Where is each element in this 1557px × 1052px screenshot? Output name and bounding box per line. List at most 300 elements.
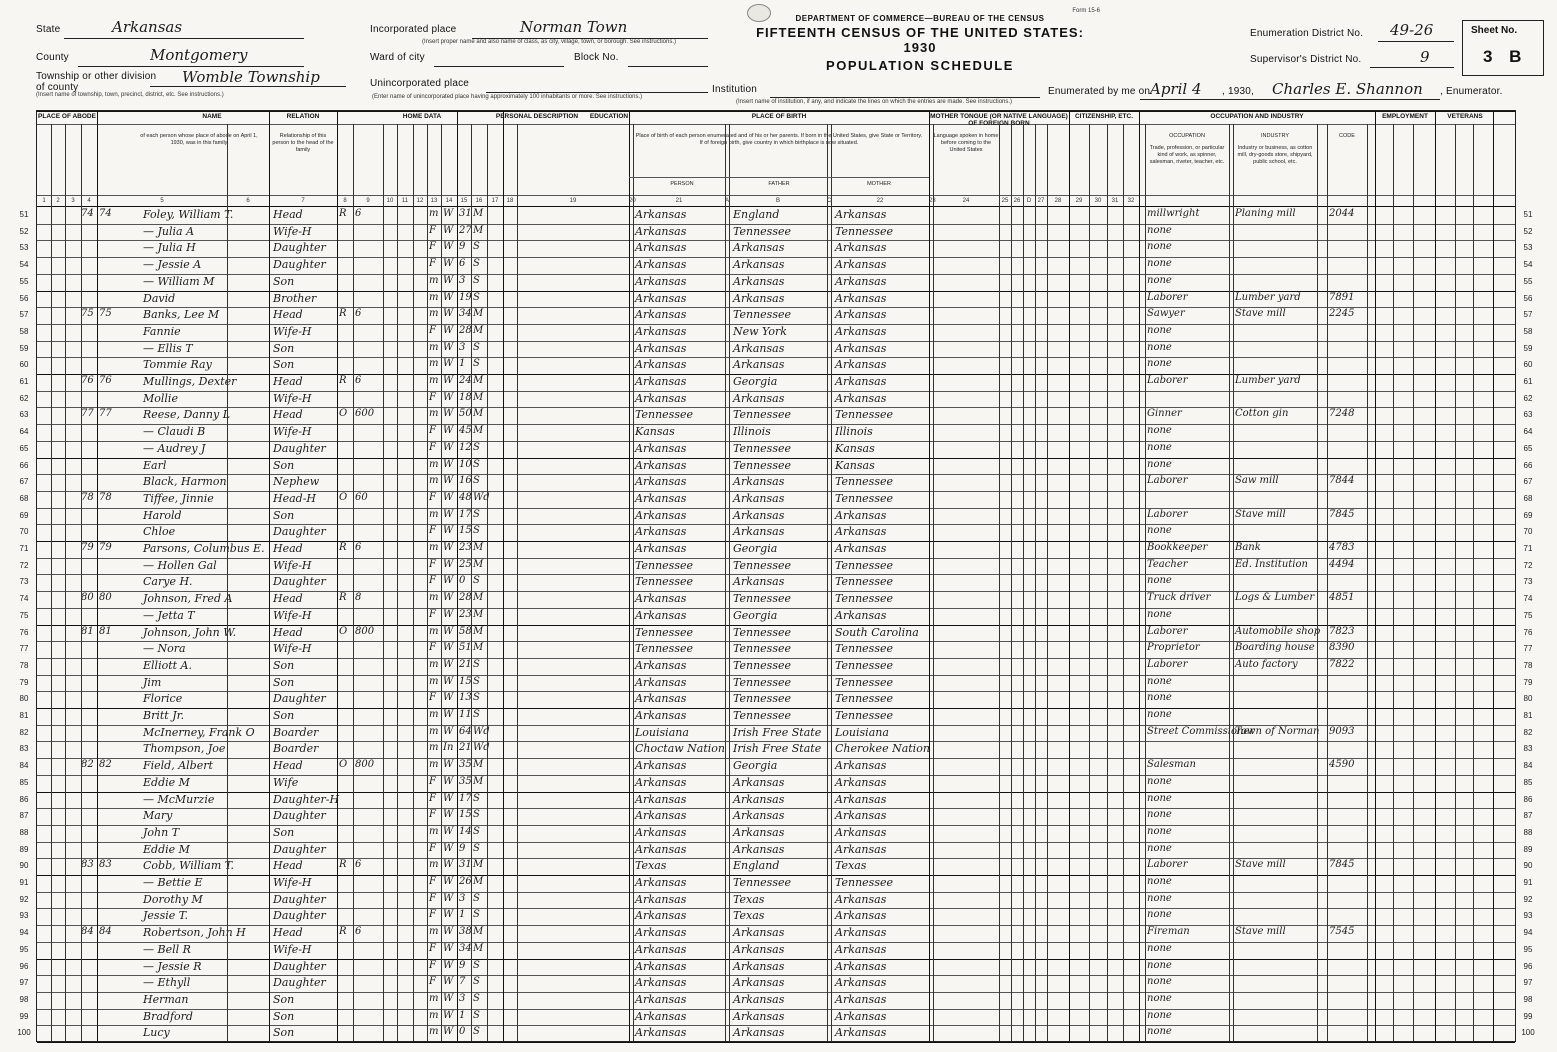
row-age-cell: 14 [459, 825, 472, 837]
row-fob-cell: Tennessee [733, 441, 791, 455]
row-name-cell: Carye H. [143, 575, 193, 589]
row-mob-cell: Tennessee [835, 224, 893, 238]
unincorporated-label: Unincorporated place [370, 78, 470, 89]
line-number: 78 [19, 660, 29, 670]
column-number: 18 [506, 198, 514, 204]
row-race-cell: W [443, 926, 454, 938]
enumeration-district-value: 49-26 [1390, 21, 1434, 39]
row-name-cell: — Hollen Gal [143, 558, 217, 572]
row-sex-cell: F [429, 842, 436, 854]
row-race-cell: W [443, 692, 454, 704]
row-value-cell: 600 [355, 408, 375, 420]
title-block [740, 8, 1100, 73]
row-sex-cell: m [429, 725, 439, 737]
row-fob-cell: Arkansas [733, 842, 785, 856]
row-rel-cell: Daughter [273, 976, 326, 990]
row-mar-cell: M [473, 408, 484, 420]
line-number: 62 [19, 393, 29, 403]
row-code-cell: 2044 [1329, 208, 1355, 219]
line-number: 90 [19, 861, 29, 871]
row-occ-cell: none [1147, 1009, 1172, 1021]
row-age-cell: 27 [459, 224, 472, 236]
group-veterans: VETERANS [1447, 113, 1483, 120]
column-number: 6 [246, 198, 250, 204]
row-pob-cell: Arkansas [635, 842, 687, 856]
row-name-cell: Harold [143, 508, 182, 522]
row-fam-cell: 83 [99, 859, 112, 871]
row-occ-cell: Bookkeeper [1147, 542, 1208, 553]
row-rel-cell: Head-H [273, 491, 317, 505]
row-race-cell: W [443, 491, 454, 503]
row-occ-cell: none [1147, 441, 1172, 453]
row-pob-cell: Arkansas [635, 1026, 687, 1040]
row-name-cell: Johnson, John W. [143, 625, 237, 639]
row-name-cell: — Claudi B [143, 425, 206, 439]
industry-column-desc: Industry or business, as cotton mill, dry-goods store, shipyard, public school, etc. [1237, 145, 1313, 165]
row-occ-cell: none [1147, 709, 1172, 720]
row-sex-cell: m [429, 859, 439, 871]
row-name-cell: — Ethyll [143, 976, 191, 990]
row-fob-cell: Tennessee [733, 224, 791, 238]
row-mar-cell: S [473, 692, 480, 704]
row-dw-cell: 75 [81, 308, 94, 320]
row-pob-cell: Arkansas [635, 775, 687, 789]
line-number: 79 [1523, 677, 1533, 687]
row-rel-cell: Daughter [273, 909, 326, 923]
row-sex-cell: F [429, 575, 436, 587]
row-occ-cell: none [1147, 258, 1172, 270]
row-age-cell: 0 [459, 575, 466, 587]
row-pob-cell: Arkansas [635, 324, 687, 338]
row-occ-cell: none [1147, 675, 1172, 687]
row-mob-cell: Texas [835, 859, 867, 873]
row-value-cell: 6 [355, 308, 362, 320]
row-ind-cell: Ed. Institution [1235, 558, 1308, 570]
column-number: A [725, 198, 730, 204]
row-name-cell: John T [143, 825, 180, 839]
row-value-cell: 6 [355, 926, 362, 938]
row-mar-cell: S [473, 258, 480, 270]
row-tenure-cell: R [339, 208, 347, 219]
row-occ-cell: Salesman [1147, 759, 1196, 771]
row-name-cell: Florice [143, 692, 183, 706]
occupation-column-head: OCCUPATION [1169, 133, 1205, 139]
row-mar-cell: Wd [473, 742, 490, 754]
row-age-cell: 48 [459, 491, 472, 503]
row-rel-cell: Son [273, 341, 295, 355]
row-rel-cell: Daughter [273, 241, 326, 255]
column-number: D [1026, 198, 1032, 204]
row-race-cell: W [443, 324, 454, 336]
row-code-cell: 9093 [1329, 725, 1355, 737]
row-rel-cell: Son [273, 825, 295, 839]
row-mob-cell: Arkansas [835, 792, 887, 806]
row-pob-cell: Tennessee [635, 642, 693, 656]
line-number: 77 [19, 644, 29, 654]
row-mob-cell: Arkansas [835, 892, 887, 906]
line-number: 55 [19, 276, 29, 286]
row-name-cell: Cobb, William T. [143, 859, 235, 873]
row-fob-cell: Arkansas [733, 475, 785, 489]
row-name-cell: Mullings, Dexter [143, 375, 237, 388]
line-number: 58 [1523, 326, 1533, 336]
row-occ-cell: millwright [1147, 208, 1200, 219]
row-fob-cell: Arkansas [733, 258, 785, 272]
row-fob-cell: Arkansas [733, 274, 785, 288]
row-ind-cell: Lumber yard [1235, 291, 1301, 303]
row-value-cell: 8 [355, 592, 362, 604]
row-occ-cell: none [1147, 809, 1172, 821]
line-number: 67 [19, 477, 29, 487]
row-pob-cell: Arkansas [635, 992, 687, 1006]
row-dw-cell: 74 [81, 208, 94, 219]
line-number: 86 [1523, 794, 1533, 804]
row-name-cell: Thompson, Joe [143, 742, 226, 756]
line-number: 52 [1523, 226, 1533, 236]
row-pob-cell: Arkansas [635, 809, 687, 823]
row-rel-cell: Daughter [273, 575, 326, 589]
row-tenure-cell: R [339, 375, 347, 386]
row-occ-cell: none [1147, 274, 1172, 286]
row-race-cell: W [443, 1026, 454, 1038]
row-pob-cell: Arkansas [635, 692, 687, 706]
row-occ-cell: none [1147, 775, 1172, 787]
row-sex-cell: F [429, 425, 436, 437]
row-mob-cell: Arkansas [835, 274, 887, 288]
row-age-cell: 7 [459, 976, 466, 988]
row-rel-cell: Daughter [273, 692, 326, 706]
row-name-cell: — Bell R [143, 942, 191, 956]
row-name-cell: Eddie M [143, 842, 190, 856]
row-age-cell: 35 [459, 759, 472, 771]
line-number: 71 [1523, 544, 1533, 553]
row-rel-cell: Head [273, 859, 303, 873]
row-code-cell: 4851 [1329, 592, 1355, 604]
row-rel-cell: Wife-H [273, 876, 312, 889]
block-label: Block No. [574, 52, 619, 63]
row-mar-cell: S [473, 842, 480, 854]
code-column-head: CODE [1339, 133, 1355, 139]
person-column-head: PERSON [670, 181, 694, 187]
row-dw-cell: 78 [81, 491, 94, 503]
row-sex-cell: m [429, 759, 439, 771]
row-race-cell: W [443, 992, 454, 1004]
row-age-cell: 3 [459, 274, 466, 286]
row-name-cell: — Jessie R [143, 959, 202, 973]
row-age-cell: 11 [459, 709, 472, 720]
row-mar-cell: M [473, 592, 484, 604]
row-name-cell: Tiffee, Jinnie [143, 491, 214, 505]
row-mar-cell: S [473, 976, 480, 988]
row-rel-cell: Head [273, 592, 303, 606]
row-tenure-cell: O [339, 491, 348, 503]
row-age-cell: 12 [459, 441, 472, 453]
group-home-data: HOME DATA [402, 113, 442, 120]
row-fob-cell: Arkansas [733, 825, 785, 839]
row-age-cell: 19 [459, 291, 472, 303]
row-rel-cell: Daughter [273, 959, 326, 973]
row-pob-cell: Arkansas [635, 976, 687, 990]
row-age-cell: 34 [459, 308, 472, 320]
line-number: 73 [19, 577, 29, 587]
row-ind-cell: Stave mill [1235, 508, 1286, 520]
supervisor-district-value: 9 [1420, 48, 1430, 66]
row-sex-cell: F [429, 258, 436, 270]
row-ind-cell: Stave mill [1235, 859, 1286, 871]
row-occ-cell: none [1147, 892, 1172, 904]
row-age-cell: 1 [459, 1009, 466, 1021]
row-mob-cell: Arkansas [835, 508, 887, 522]
row-fam-cell: 81 [99, 625, 112, 637]
row-sex-cell: m [429, 358, 439, 370]
row-rel-cell: Head [273, 759, 303, 773]
row-fob-cell: Arkansas [733, 775, 785, 789]
row-name-cell: Britt Jr. [143, 709, 185, 722]
line-number: 90 [1523, 861, 1533, 871]
row-ind-cell: Bank [1235, 542, 1261, 553]
line-number: 60 [19, 360, 29, 370]
row-age-cell: 3 [459, 341, 466, 353]
row-occ-cell: none [1147, 909, 1172, 921]
line-number: 75 [19, 610, 29, 620]
row-occ-cell: none [1147, 358, 1172, 370]
row-name-cell: McInerney, Frank O [143, 725, 255, 739]
row-mar-cell: S [473, 475, 480, 487]
line-number: 89 [19, 844, 29, 854]
row-occ-cell: none [1147, 792, 1172, 804]
row-rel-cell: Head [273, 408, 303, 422]
row-age-cell: 9 [459, 842, 466, 854]
row-mob-cell: Arkansas [835, 358, 887, 372]
row-age-cell: 45 [459, 425, 472, 437]
row-occ-cell: Ginner [1147, 408, 1182, 420]
group-education: EDUCATION [589, 113, 629, 120]
birth-column-desc: Place of birth of each person enumerated and of his or her parents. If born in the United States, give State or Territory. If of foreign birth, give country in which birthplace is now situated. [635, 133, 923, 146]
row-race-cell: W [443, 709, 454, 720]
row-fob-cell: Tennessee [733, 709, 791, 722]
row-occ-cell: none [1147, 976, 1172, 988]
group-employment: EMPLOYMENT [1382, 113, 1428, 120]
row-rel-cell: Daughter [273, 842, 326, 856]
row-value-cell: 6 [355, 208, 362, 219]
row-fob-cell: Arkansas [733, 391, 785, 405]
row-sex-cell: m [429, 508, 439, 520]
enumerated-label: Enumerated by me on [1048, 86, 1151, 97]
line-number: 69 [19, 510, 29, 520]
population-table [17, 110, 1535, 1042]
row-rel-cell: Son [273, 658, 295, 672]
row-mar-cell: S [473, 792, 480, 804]
language-column-desc: Language spoken in home before coming to the United States [933, 133, 999, 153]
line-number: 100 [1521, 1028, 1535, 1038]
row-mar-cell: S [473, 358, 480, 370]
row-race-cell: W [443, 274, 454, 286]
line-number: 59 [1523, 343, 1533, 353]
row-fam-cell: 82 [99, 759, 112, 771]
line-number: 56 [1523, 293, 1533, 303]
line-number: 95 [19, 944, 29, 954]
row-fob-cell: Irish Free State [733, 725, 822, 739]
line-number: 76 [1523, 627, 1533, 637]
row-ind-cell: Planing mill [1235, 208, 1296, 219]
row-rel-cell: Daughter [273, 892, 326, 906]
incorporated-label: Incorporated place [370, 24, 457, 35]
row-occ-cell: Street Commissioner [1147, 725, 1255, 737]
row-age-cell: 35 [459, 775, 472, 787]
row-sex-cell: F [429, 525, 436, 537]
row-pob-cell: Arkansas [635, 525, 687, 539]
row-name-cell: David [143, 291, 176, 305]
row-mob-cell: Illinois [835, 425, 873, 439]
line-number: 63 [19, 410, 29, 420]
row-sex-cell: F [429, 775, 436, 787]
row-code-cell: 4783 [1329, 542, 1355, 553]
row-pob-cell: Arkansas [635, 909, 687, 923]
group-occupation-industry: OCCUPATION AND INDUSTRY [1210, 113, 1304, 120]
row-occ-cell: Laborer [1147, 508, 1188, 520]
row-value-cell: 60 [355, 491, 368, 503]
column-number: 24 [962, 198, 970, 204]
row-mob-cell: Arkansas [835, 258, 887, 272]
column-number: 29 [1075, 198, 1083, 204]
row-rel-cell: Wife-H [273, 608, 312, 622]
row-age-cell: 50 [459, 408, 472, 420]
row-fam-cell: 75 [99, 308, 112, 320]
row-fob-cell: Tennessee [733, 675, 791, 689]
row-name-cell: Foley, William T. [143, 208, 234, 221]
row-race-cell: W [443, 625, 454, 637]
row-sex-cell: m [429, 742, 439, 754]
row-code-cell: 7545 [1329, 926, 1355, 938]
row-age-cell: 23 [459, 542, 472, 553]
row-mar-cell: Wd [473, 725, 490, 737]
row-mob-cell: Cherokee Nation [835, 742, 930, 756]
line-number: 54 [19, 260, 29, 270]
row-tenure-cell: O [339, 408, 348, 420]
line-number: 74 [19, 594, 29, 604]
row-pob-cell: Tennessee [635, 558, 693, 572]
row-pob-cell: Arkansas [635, 241, 687, 255]
row-mar-cell: S [473, 241, 480, 253]
row-fob-cell: Arkansas [733, 959, 785, 973]
row-age-cell: 23 [459, 608, 472, 620]
group-relation: RELATION [286, 113, 320, 120]
row-mob-cell: Kansas [835, 441, 875, 455]
row-ind-cell: Lumber yard [1235, 375, 1301, 386]
line-number: 78 [1523, 660, 1533, 670]
row-rel-cell: Head [273, 926, 303, 940]
row-race-cell: W [443, 1009, 454, 1021]
row-fob-cell: Tennessee [733, 558, 791, 572]
row-race-cell: W [443, 241, 454, 253]
line-number: 52 [19, 226, 29, 236]
group-place-of-abode: PLACE OF ABODE [38, 113, 96, 120]
row-age-cell: 17 [459, 792, 472, 804]
group-citizenship: CITIZENSHIP, ETC. [1074, 113, 1134, 120]
row-sex-cell: m [429, 658, 439, 670]
row-dw-cell: 80 [81, 592, 94, 604]
row-fob-cell: Tennessee [733, 408, 791, 422]
row-pob-cell: Arkansas [635, 942, 687, 956]
row-sex-cell: m [429, 341, 439, 353]
row-name-cell: — Jessie A [143, 258, 202, 272]
row-pob-cell: Arkansas [635, 258, 687, 272]
row-name-cell: Field, Albert [143, 759, 213, 773]
row-name-cell: Mollie [143, 391, 178, 405]
row-name-cell: Robertson, John H [143, 926, 246, 940]
line-number: 80 [19, 694, 29, 704]
row-age-cell: 34 [459, 942, 472, 954]
row-age-cell: 9 [459, 959, 466, 971]
row-race-cell: W [443, 642, 454, 654]
row-race-cell: W [443, 909, 454, 921]
row-ind-cell: Automobile shop [1235, 625, 1321, 637]
line-number: 51 [19, 210, 29, 219]
line-number: 62 [1523, 393, 1533, 403]
line-number: 53 [1523, 243, 1533, 253]
row-mar-cell: M [473, 324, 484, 336]
county-value: Montgomery [150, 46, 248, 64]
row-code-cell: 7891 [1329, 291, 1355, 303]
row-race-cell: W [443, 208, 454, 219]
line-number: 84 [1523, 761, 1533, 771]
row-rel-cell: Nephew [273, 475, 320, 489]
row-mar-cell: S [473, 709, 480, 720]
group-place-of-birth: PLACE OF BIRTH [751, 113, 807, 120]
row-pob-cell: Arkansas [635, 274, 687, 288]
row-age-cell: 24 [459, 375, 472, 386]
row-occ-cell: none [1147, 992, 1172, 1004]
row-age-cell: 13 [459, 692, 472, 704]
row-mob-cell: Arkansas [835, 341, 887, 355]
line-number: 88 [19, 827, 29, 837]
row-tenure-cell: R [339, 308, 347, 320]
enumeration-date: April 4 [1150, 80, 1202, 98]
row-pob-cell: Arkansas [635, 792, 687, 806]
row-sex-cell: m [429, 458, 439, 470]
row-mar-cell: S [473, 658, 480, 670]
group-name: NAME [202, 113, 222, 120]
row-mar-cell: M [473, 625, 484, 637]
line-number: 65 [1523, 443, 1533, 453]
row-mar-cell: S [473, 809, 480, 821]
row-sex-cell: m [429, 1026, 439, 1038]
row-mar-cell: S [473, 825, 480, 837]
line-number: 87 [1523, 811, 1533, 821]
row-sex-cell: F [429, 491, 436, 503]
line-number: 92 [1523, 894, 1533, 904]
row-fob-cell: Texas [733, 892, 765, 906]
enumeration-year: , 1930, [1222, 86, 1254, 97]
row-fob-cell: Arkansas [733, 358, 785, 372]
enumerator-label: , Enumerator. [1440, 86, 1503, 97]
row-rel-cell: Wife-H [273, 558, 312, 572]
column-number: 31 [1111, 198, 1119, 204]
row-race-cell: W [443, 942, 454, 954]
row-sex-cell: F [429, 959, 436, 971]
column-number: 20 [629, 198, 636, 204]
row-code-cell: 7823 [1329, 625, 1355, 637]
row-pob-cell: Arkansas [635, 224, 687, 238]
row-age-cell: 10 [459, 458, 472, 470]
column-number: 21 [675, 198, 683, 204]
row-mar-cell: M [473, 942, 484, 954]
column-number: 27 [1037, 198, 1045, 204]
row-pob-cell: Tennessee [635, 575, 693, 589]
row-mar-cell: M [473, 224, 484, 236]
row-mar-cell: M [473, 759, 484, 771]
township-label: Township or other division of county [36, 71, 157, 93]
